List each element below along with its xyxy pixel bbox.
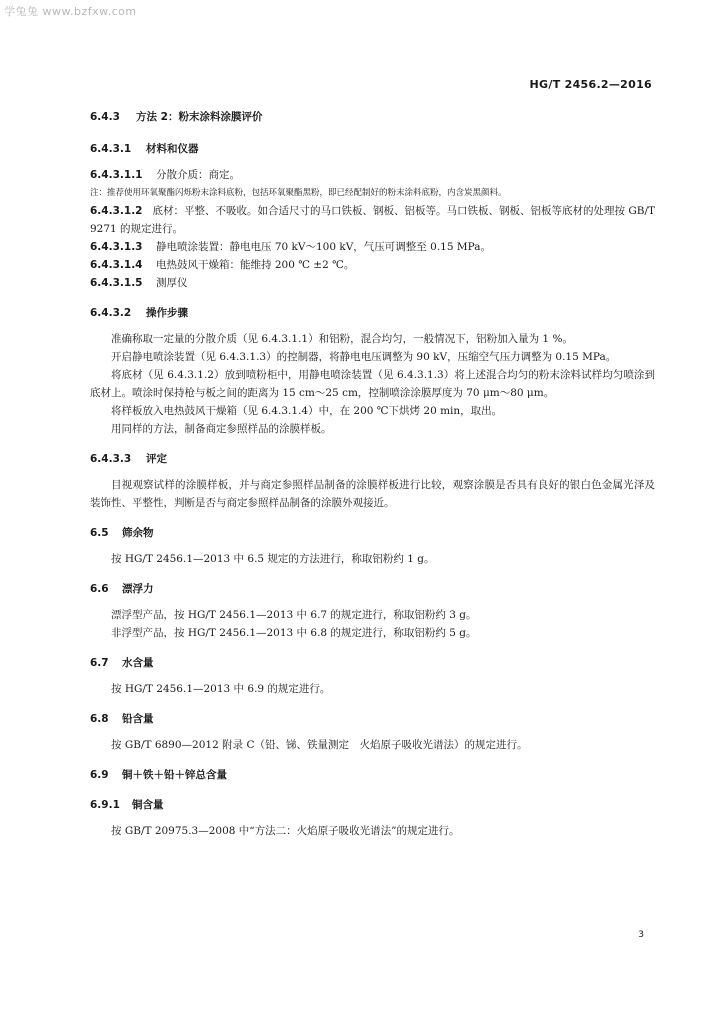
material-item	[90, 256, 655, 274]
item-text: 底材：平整、不吸收。如合适尺寸的马口铁板、钢板、铝板等。马口铁板、钢板、铝板等底材的处理按 GB/T 9271 的规定进行。	[90, 205, 655, 235]
leafing-list	[90, 606, 655, 642]
section-title: 铅含量	[122, 713, 154, 725]
section-heading-6-9	[90, 766, 655, 784]
section-number: 6.4.3.2	[90, 307, 132, 319]
section-title: 操作步骤	[146, 307, 188, 319]
procedure-step: 将底材（见 6.4.3.1.2）放到喷粉柜中，用静电喷涂装置（见 6.4.3.1.3）将上述混合均匀的粉末涂料试样均匀喷涂到底材上。喷涂时保持枪与板之间的距离为 15 cm～25 cm，控制喷涂涂膜厚度为 70 μm～80 μm。	[90, 369, 655, 399]
section-title: 铜含量	[132, 799, 164, 811]
document-body	[90, 108, 655, 840]
section-title: 方法 2：粉末涂料涂膜评价	[136, 111, 263, 123]
item-text: 分散介质：商定。	[156, 169, 240, 181]
residue-text: 按 HG/T 2456.1—2013 中 6.5 规定的方法进行，称取铝粉约 1 g。	[111, 553, 435, 565]
document-code: HG/T 2456.2—2016	[529, 78, 652, 91]
material-item	[90, 274, 655, 292]
item-number: 6.4.3.1.2	[90, 205, 143, 217]
material-item	[90, 238, 655, 256]
section-number: 6.7	[90, 657, 109, 669]
leafing-item: 漂浮型产品，按 HG/T 2456.1—2013 中 6.7 的规定进行，称取铝粉约 3 g。	[111, 609, 477, 621]
material-item	[90, 166, 655, 184]
section-title: 水含量	[122, 657, 154, 669]
section-number: 6.9.1	[90, 799, 120, 811]
section-number: 6.4.3	[90, 111, 120, 123]
item-text: 测厚仪	[156, 277, 188, 289]
section-title: 铜＋铁＋铅＋锌总含量	[122, 769, 227, 781]
item-number: 6.4.3.1.5	[90, 277, 143, 289]
section-heading-6-5	[90, 524, 655, 542]
water-text: 按 HG/T 2456.1—2013 中 6.9 的规定进行。	[111, 683, 331, 695]
copper-text: 按 GB/T 20975.3—2008 中“方法二：火焰原子吸收光谱法”的规定进行。	[111, 825, 460, 837]
item-text: 电热鼓风干燥箱：能维持 200 ℃ ±2 ℃。	[156, 259, 355, 271]
section-heading-6-6	[90, 580, 655, 598]
leafing-item: 非浮型产品，按 HG/T 2456.1—2013 中 6.8 的规定进行，称取铝粉约 5 g。	[111, 627, 477, 639]
item-number: 6.4.3.1.1	[90, 169, 143, 181]
item-number: 6.4.3.1.4	[90, 259, 143, 271]
section-number: 6.4.3.1	[90, 143, 132, 155]
section-number: 6.4.3.3	[90, 453, 132, 465]
lead-text: 按 GB/T 6890—2012 附录 C（铅、锑、铁量测定 火焰原子吸收光谱法）的规定进行。	[111, 739, 528, 751]
procedure-step: 准确称取一定量的分散介质（见 6.4.3.1.1）和铝粉，混合均匀，一般情况下，铝粉加入量为 1 %。	[111, 333, 573, 345]
item-number: 6.4.3.1.3	[90, 241, 143, 253]
section-title: 评定	[146, 453, 167, 465]
material-item	[90, 202, 655, 238]
procedure-step: 用同样的方法，制备商定参照样品的涂膜样板。	[111, 423, 332, 435]
section-heading-6-4-3-1	[90, 140, 655, 158]
section-heading-6-8	[90, 710, 655, 728]
note-text: 注：推荐使用环氧聚酯闪烁粉末涂料底粉，包括环氧聚酯黑粉，即已经配制好的粉末涂料底粉，内含炭黑颜料。	[90, 188, 507, 198]
procedure-step: 开启静电喷涂装置（见 6.4.3.1.3）的控制器，将静电电压调整为 90 kV，压缩空气压力调整为 0.15 MPa。	[111, 351, 617, 363]
section-title: 材料和仪器	[146, 143, 199, 155]
section-number: 6.5	[90, 527, 109, 539]
section-number: 6.9	[90, 769, 109, 781]
watermark-text: 学兔兔 www.bzfxw.com	[4, 5, 137, 18]
page-number: 3	[638, 930, 644, 940]
procedure-list	[90, 330, 655, 438]
evaluation-text: 目视观察试样的涂膜样板，并与商定参照样品制备的涂膜样板进行比较，观察涂膜是否具有良好的银白色金属光泽及装饰性、平整性，判断是否与商定参照样品制备的涂膜外观接近。	[90, 479, 655, 509]
section-heading-6-7	[90, 654, 655, 672]
procedure-step: 将样板放入电热鼓风干燥箱（见 6.4.3.1.4）中，在 200 ℃下烘烤 20 min，取出。	[111, 405, 503, 417]
section-heading-6-4-3-3	[90, 450, 655, 468]
section-title: 筛余物	[122, 527, 154, 539]
item-text: 静电喷涂装置：静电电压 70 kV～100 kV，气压可调整至 0.15 MPa。	[156, 241, 491, 253]
section-heading-6-4-3	[90, 108, 655, 126]
section-title: 漂浮力	[122, 583, 154, 595]
section-heading-6-4-3-2	[90, 304, 655, 322]
section-heading-6-9-1	[90, 796, 655, 814]
section-number: 6.8	[90, 713, 109, 725]
section-number: 6.6	[90, 583, 109, 595]
